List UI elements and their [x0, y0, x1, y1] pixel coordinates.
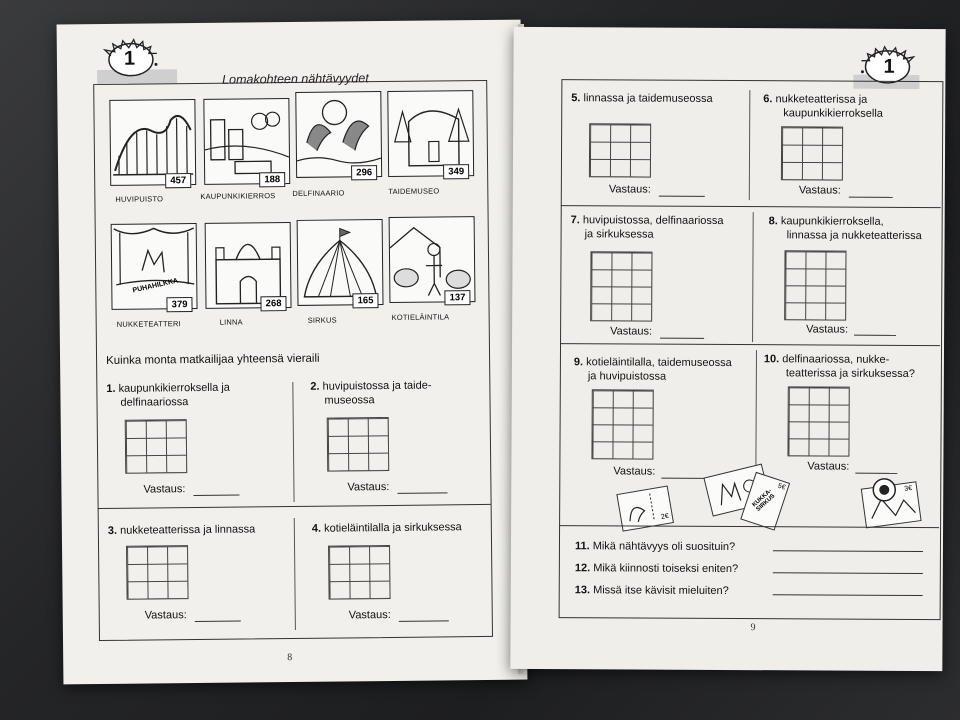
- answer-grid[interactable]: [591, 389, 653, 459]
- question-text: kotieläintilalla, taidemuseossa: [586, 356, 732, 370]
- question-2: [310, 379, 431, 408]
- answer-line[interactable]: [854, 335, 896, 336]
- question-text: linnassa ja nukketeatterissa: [786, 229, 922, 243]
- ticket-badge-icon: [871, 477, 897, 503]
- question-text: nukketeatterissa ja linnassa: [120, 523, 256, 537]
- question-number: 11.: [574, 540, 590, 553]
- visitor-count: 188: [259, 172, 285, 187]
- question-number: 5.: [571, 92, 581, 105]
- question-number: 4.: [311, 522, 322, 535]
- answer-label: Vastaus:: [144, 609, 187, 622]
- question-text: kaupunkikierroksella: [783, 107, 883, 120]
- question-text: Missä itse kävisit mieluiten?: [593, 584, 729, 598]
- visitor-count: 165: [353, 293, 379, 308]
- puppet-sign: PUHAHILKKA: [132, 277, 179, 295]
- visitor-count: 457: [165, 173, 191, 188]
- question-8: [769, 214, 922, 243]
- question-text: kaupunkikierroksella ja: [118, 381, 230, 395]
- visitor-count: 137: [445, 290, 471, 305]
- question-10: [764, 352, 915, 381]
- question-text: museossa: [324, 394, 375, 407]
- visitor-count: 296: [351, 165, 377, 180]
- answer-label: Vastaus:: [613, 465, 656, 478]
- right-page: [510, 27, 945, 671]
- attraction-caption: SIRKUS: [307, 315, 337, 325]
- answer-line[interactable]: [661, 478, 705, 479]
- question-text: nukketeatterissa ja: [775, 93, 868, 106]
- question-text: delfinaariossa, nukke-: [782, 353, 890, 366]
- question-number: 10.: [763, 353, 780, 366]
- answer-grid[interactable]: [781, 126, 843, 180]
- visitor-count: 268: [261, 296, 287, 311]
- question-number: 2.: [310, 380, 320, 393]
- question-1: [106, 381, 230, 410]
- attraction-caption: KOTIELÄINTILA: [391, 312, 450, 322]
- attraction-tile-amusement-park: [109, 99, 196, 186]
- question-text: delfinaariossa: [120, 396, 189, 409]
- question-text: ja huvipuistossa: [587, 370, 667, 383]
- answer-label: Vastaus:: [798, 184, 841, 197]
- answer-grid[interactable]: [125, 419, 188, 474]
- lesson-number: 1: [123, 47, 136, 70]
- ticket-price: 3€: [903, 484, 913, 493]
- question-number: 8.: [768, 215, 778, 228]
- page-number: 8: [287, 652, 293, 664]
- ticket-price: 2€: [660, 512, 670, 521]
- prompt-text: Kuinka monta matkailijaa yhteensä vieraili: [106, 352, 320, 367]
- answer-label: Vastaus:: [347, 480, 390, 494]
- answer-grid[interactable]: [328, 545, 391, 600]
- answer-label: Vastaus:: [608, 183, 651, 196]
- attraction-caption: KAUPUNKIKIERROS: [200, 191, 276, 201]
- attraction-caption: TAIDEMUSEO: [388, 186, 440, 196]
- question-4: [312, 520, 462, 536]
- answer-grid[interactable]: [784, 250, 846, 320]
- question-6: [763, 92, 883, 121]
- question-number: 13.: [574, 584, 591, 597]
- answer-grid[interactable]: [787, 386, 849, 456]
- page-number: 9: [750, 622, 756, 634]
- answer-label: Vastaus:: [143, 483, 186, 496]
- question-5: [571, 91, 712, 106]
- visitor-count: 349: [443, 164, 469, 179]
- answer-grid[interactable]: [590, 251, 652, 321]
- question-number: 1.: [106, 382, 116, 395]
- attraction-tile-puppet-theatre: [111, 223, 198, 310]
- dolphin-icon: [617, 487, 672, 531]
- question-text: Mikä nähtävyys oli suosituin?: [592, 540, 736, 554]
- question-11: [575, 539, 735, 554]
- answer-label: Vastaus:: [807, 460, 850, 473]
- attraction-tile-circus: [297, 219, 384, 306]
- attraction-caption: NUKKETEATTERI: [116, 319, 181, 329]
- attraction-tile-art-museum: [387, 90, 474, 177]
- answer-label: Vastaus:: [806, 323, 849, 336]
- question-number: 7.: [570, 214, 580, 227]
- question-text: Mikä kiinnosti toiseksi eniten?: [593, 562, 739, 576]
- question-number: 9.: [573, 356, 584, 369]
- lesson-number: 1: [883, 55, 895, 78]
- question-13: [575, 583, 729, 598]
- answer-line[interactable]: [855, 473, 897, 474]
- question-number: 6.: [763, 93, 773, 106]
- question-text: kaupunkikierroksella,: [780, 215, 884, 228]
- ticket-price: 5€: [776, 482, 787, 492]
- question-7: [571, 213, 724, 242]
- question-text: kotieläintilalla ja sirkuksessa: [324, 521, 462, 535]
- attractions-title: Lomakohteen nähtävyydet: [222, 71, 369, 87]
- question-text: huvipuistossa, delfinaariossa: [582, 214, 724, 227]
- question-text: ja sirkuksessa: [584, 228, 654, 241]
- question-text: teatterissa ja sirkuksessa?: [785, 367, 915, 380]
- answer-grid[interactable]: [589, 123, 651, 177]
- answer-label: Vastaus:: [610, 325, 653, 338]
- attraction-tile-castle: [205, 222, 292, 309]
- question-text: linnassa ja taidemuseossa: [583, 92, 713, 105]
- question-3: [108, 522, 256, 538]
- attraction-caption: LINNA: [219, 317, 243, 327]
- attraction-tile-farm: [389, 216, 476, 303]
- left-page: [57, 20, 528, 685]
- answer-label: Vastaus:: [348, 608, 391, 622]
- answer-grid[interactable]: [126, 545, 189, 600]
- question-12: [575, 561, 738, 576]
- attraction-tile-city-tour: [203, 98, 290, 185]
- question-text: huvipuistossa ja taide-: [322, 379, 432, 393]
- attraction-caption: DELFINAARIO: [292, 188, 345, 198]
- attraction-tile-dolphinarium: [295, 91, 382, 178]
- answer-grid[interactable]: [327, 417, 390, 472]
- question-9: [574, 355, 732, 384]
- question-number: 3.: [107, 524, 118, 537]
- ticket-label: KUKKA-SIRKUS: [751, 488, 777, 513]
- question-number: 12.: [574, 562, 591, 575]
- attraction-caption: HUVIPUISTO: [115, 194, 164, 204]
- visitor-count: 379: [167, 297, 193, 312]
